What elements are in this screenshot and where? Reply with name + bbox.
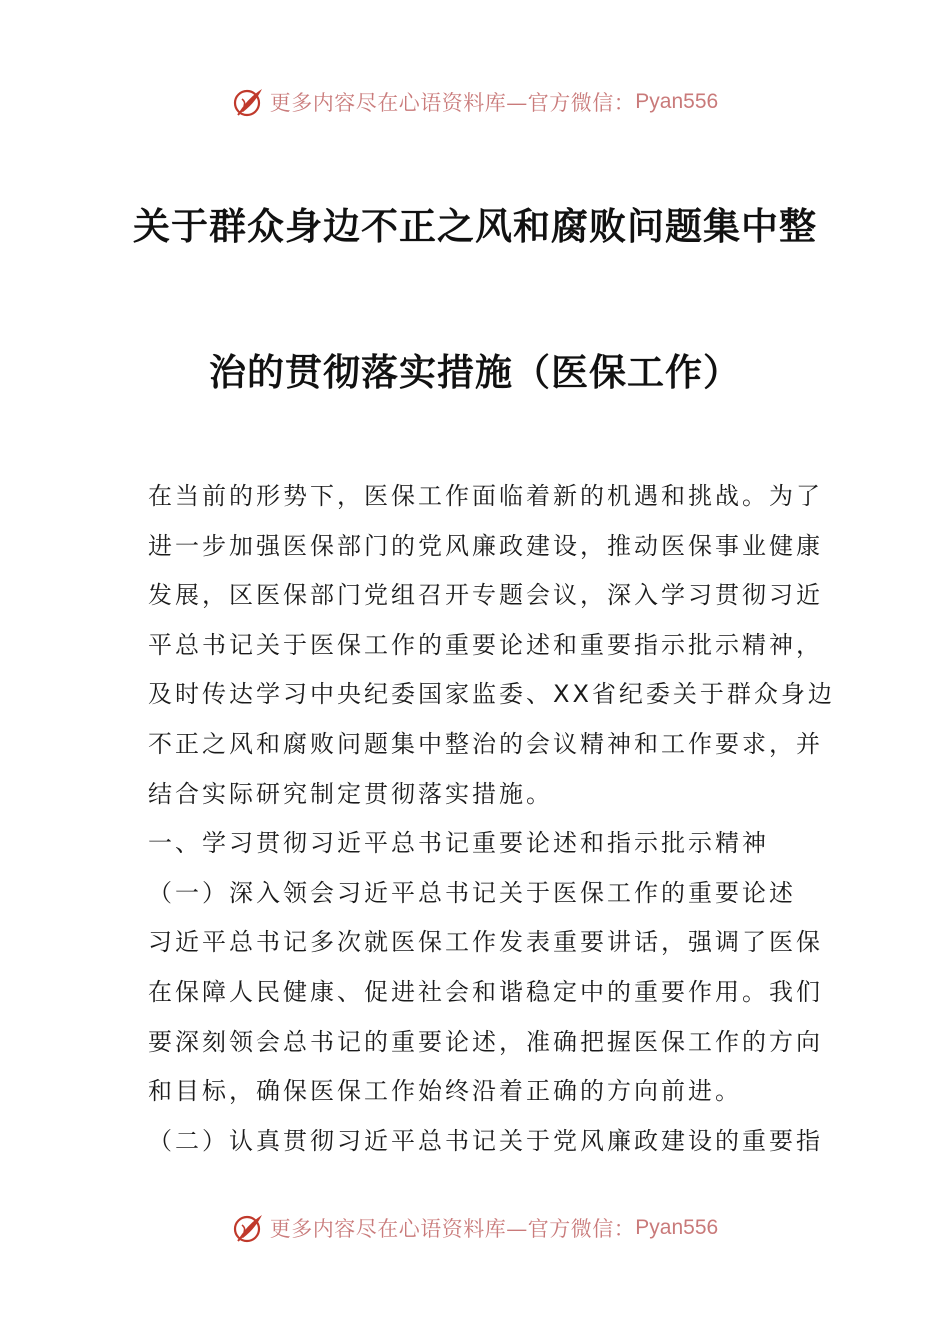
document-title-line-1: 关于群众身边不正之风和腐败问题集中整 xyxy=(133,205,817,248)
body-text xyxy=(148,472,835,1166)
document-title-line-2: 治的贯彻落实措施（医保工作） xyxy=(209,351,741,394)
body-line: 平总书记关于医保工作的重要论述和重要指示批示精神， xyxy=(148,630,823,659)
body-line: 进一步加强医保部门的党风廉政建设，推动医保事业健康 xyxy=(148,531,823,560)
body-line: 及时传达学习中央纪委国家监委、XX省纪委关于群众身边 xyxy=(148,680,835,709)
header-watermark xyxy=(0,82,950,122)
footer-watermark xyxy=(0,1208,950,1248)
quill-logo-icon xyxy=(232,1211,266,1245)
body-line: 习近平总书记多次就医保工作发表重要讲话，强调了医保 xyxy=(148,928,823,957)
wechat-id: Pyan556 xyxy=(635,1216,719,1239)
quill-logo-icon xyxy=(232,85,266,119)
body-line: 不正之风和腐败问题集中整治的会议精神和工作要求，并 xyxy=(148,729,823,758)
subsection-heading: （一）深入领会习近平总书记关于医保工作的重要论述 xyxy=(148,878,796,907)
body-line: 发展，区医保部门党组召开专题会议，深入学习贯彻习近 xyxy=(148,581,823,610)
body-line: 和目标，确保医保工作始终沿着正确的方向前进。 xyxy=(148,1077,742,1106)
body-line: 结合实际研究制定贯彻落实措施。 xyxy=(148,779,553,808)
body-line: 在当前的形势下，医保工作面临着新的机遇和挑战。为了 xyxy=(148,482,823,510)
body-line: 要深刻领会总书记的重要论述，准确把握医保工作的方向 xyxy=(148,1027,823,1056)
section-heading: 一、学习贯彻习近平总书记重要论述和指示批示精神 xyxy=(148,829,769,858)
body-line: 在保障人民健康、促进社会和谐稳定中的重要作用。我们 xyxy=(148,977,823,1006)
wechat-id: Pyan556 xyxy=(635,90,719,113)
subsection-heading: （二）认真贯彻习近平总书记关于党风廉政建设的重要指 xyxy=(148,1126,823,1155)
watermark-text: 更多内容尽在心语资料库—官方微信： xyxy=(269,91,636,115)
watermark-text: 更多内容尽在心语资料库—官方微信： xyxy=(269,1217,636,1241)
